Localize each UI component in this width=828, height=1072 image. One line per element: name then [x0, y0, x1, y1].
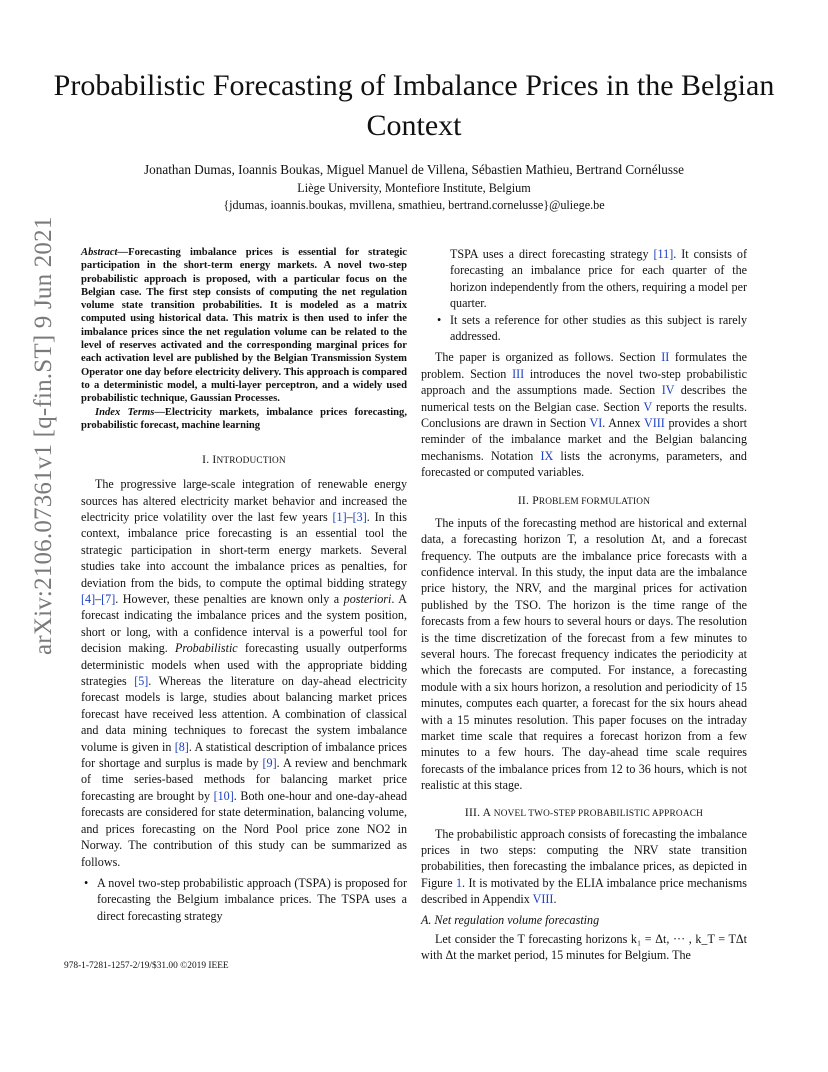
- section-heading-approach: III. A NOVEL TWO-STEP PROBABILISTIC APPROACH: [464, 805, 704, 819]
- affiliation: Liège University, Montefiore Institute, Belgium: [297, 181, 531, 195]
- section-link[interactable]: III: [512, 366, 525, 381]
- approach-paragraph-2: Let consider the T forecasting horizons k₁ = Δt, ··· , k_T = TΔt with Δt the market period, 15 minutes for Belgium. The: [421, 931, 747, 963]
- intro-paragraph-organization: The paper is organized as follows. Section II formulates the problem. Section III introduces the novel two-step probabilistic approach and the assumptions made. Section IV describes the numerical tests on the Belgian case. Section V reports the results. Conclusions are drawn in Section VI. Annex VIII provides a short reminder of the imbalance market and the Belgian balancing mechanisms. Notation IX lists the acronyms, parameters, and forecasted or computed variables.: [421, 350, 747, 480]
- citation-link[interactable]: [10]: [213, 788, 234, 803]
- section-link[interactable]: VI: [589, 416, 603, 431]
- index-terms-lead: Index Terms: [95, 406, 155, 418]
- citation-link[interactable]: [4]: [81, 592, 96, 606]
- contribution-list: [81, 875, 407, 924]
- citation-link[interactable]: [3]: [352, 509, 367, 524]
- approach-paragraph: The probabilistic approach consists of forecasting the imbalance prices in two steps: computing the NRV state transition probabilities, then forecasting the imbalance prices, as depicted in Figure 1. It is motivated by the ELIA imbalance price mechanisms described in Appendix VIII.: [421, 826, 747, 907]
- left-column: [81, 246, 407, 924]
- abstract-text: —Forecasting imbalance prices is essential for strategic participation in the short-term energy markets. A novel two-step probabilistic approach is proposed, with a particular focus on the Belgian case. The first step consists of computing the net regulation volume state transition probabilities. It is modeled as a matrix computed using historical data. This matrix is then used to infer the imbalance prices since the net regulation volume can be related to the level of reserves activated and the corresponding marginal prices for each activation level are published by the Belgian Transmission System Operator one day before electricity delivery. This approach is compared to a deterministic model, a multi-layer perceptron, and a widely used probabilistic technique, Gaussian Processes.: [81, 247, 407, 405]
- citation-link[interactable]: [1]: [332, 509, 347, 524]
- intro-paragraph-1: The progressive large-scale integration of renewable energy sources has altered electricity market behavior and increased the electricity price volatility over the last few years [1]–[3]. In this context, imbalance price forecasting is an essential tool the strategic participation in short-term energy markets. Several studies take into account the imbalance prices as penalties, for deviation from the bids, to compute the optimal bidding strategy [4]–[7]. However, these penalties are known only a posteriori. A forecast indicating the imbalance prices and the system position, short or long, with a confidence interval is a powerful tool for decision making. Probabilistic forecasting usually outperforms deterministic models when used with the appropriate bidding strategies [5]. Whereas the literature on day-ahead electricity forecast models is large, studies about balancing market prices forecast have received less attention. A combination of classical and data mining techniques to forecast the system imbalance volume is given in [8]. A statistical description of imbalance prices for shortage and surplus is made by [9]. A review and benchmark of time series-based methods for balancing market price forecasting are brought by [10]. Both one-hour and one-day-ahead forecasts are considered for state determination, balancing volume, and prices forecasting on the Nord Pool price zone NO2 in Norway. The contribution of this study can be summarized as follows.: [81, 477, 407, 869]
- paper-title: Probabilistic Forecasting of Imbalance Prices in the Belgian Context: [53, 69, 775, 142]
- section-link[interactable]: V: [643, 399, 652, 414]
- section-link[interactable]: IX: [540, 448, 554, 463]
- section-link[interactable]: VIII: [644, 416, 665, 431]
- section-heading-problem-formulation: II. PROBLEM FORMULATION: [517, 493, 651, 507]
- citation-link[interactable]: [8]: [174, 739, 189, 754]
- citation-link[interactable]: [7]: [101, 592, 116, 606]
- problem-paragraph: The inputs of the forecasting method are historical and external data, a forecasting horizon T, a resolution Δt, and a forecast frequency. The outputs are the imbalance price forecasts with a confidence interval. In this study, the input data are the imbalance price history, the NRV, and the marginal prices for activation published by the TSO. The horizon is the time range of the forecasts from a few hours to several hours or days. The resolution is the time discretization of the forecast from a few minutes to several hours. The forecast frequency indicates the periodicity at which the forecasts are computed. For instance, a forecasting module with a six hours horizon, a resolution and periodicity of 15 minutes, computes each quarter, a forecast for the six hours ahead with a 15 minutes resolution. This paper focuses on the intraday market time scale that requires a forecast horizon from a few minutes to a few hours. The day-ahead time scale requires forecasts of the imbalance prices from 12 to 36 hours, which is not realistic at this stage.: [421, 515, 747, 793]
- list-item: [450, 246, 747, 312]
- bullet-continuation: TSPA uses a direct forecasting strategy [11]. It consists of forecasting an imbalance price for each quarter of the horizon independently from the others, requiring a model per quarter.: [450, 247, 747, 311]
- abstract: [81, 246, 407, 406]
- right-column: [421, 246, 747, 963]
- bullet-icon: •: [437, 312, 442, 327]
- author-emails: {jdumas, ioannis.boukas, mvillena, smathieu, bertrand.cornelusse}@uliege.be: [223, 198, 605, 212]
- appendix-link[interactable]: VIII: [532, 892, 554, 907]
- section-heading-introduction: I. INTRODUCTION: [202, 453, 286, 467]
- citation-link[interactable]: [5]: [134, 674, 149, 689]
- author-list: Jonathan Dumas, Ioannis Boukas, Miguel Manuel de Villena, Sébastien Mathieu, Bertrand Cornélusse: [144, 162, 684, 177]
- copyright-footer: 978-1-7281-1257-2/19/$31.00 ©2019 IEEE: [64, 961, 229, 971]
- section-link[interactable]: II: [661, 350, 670, 365]
- index-terms-text: —Electricity markets, imbalance prices forecasting, probabilistic forecast, machine learning: [81, 406, 407, 431]
- figure-link[interactable]: 1: [456, 875, 463, 890]
- bullet-icon: •: [84, 875, 89, 890]
- section-link[interactable]: IV: [661, 383, 675, 398]
- arxiv-stamp: arXiv:2106.07361v1 [q-fin.ST] 9 Jun 2021: [30, 216, 57, 655]
- abstract-lead: Abstract: [81, 247, 118, 258]
- citation-link[interactable]: [11]: [653, 247, 674, 261]
- list-item: • A novel two-step probabilistic approach (TSPA) is proposed for forecasting the Belgium imbalance prices. The TSPA uses a direct forecasting strategy: [84, 875, 407, 923]
- index-terms: [81, 406, 407, 433]
- list-item: • It sets a reference for other studies as this subject is rarely addressed.: [437, 312, 747, 344]
- citation-link[interactable]: [9]: [262, 756, 277, 771]
- contribution-list-continued: [421, 246, 747, 344]
- subsection-heading: A. Net regulation volume forecasting: [421, 912, 600, 927]
